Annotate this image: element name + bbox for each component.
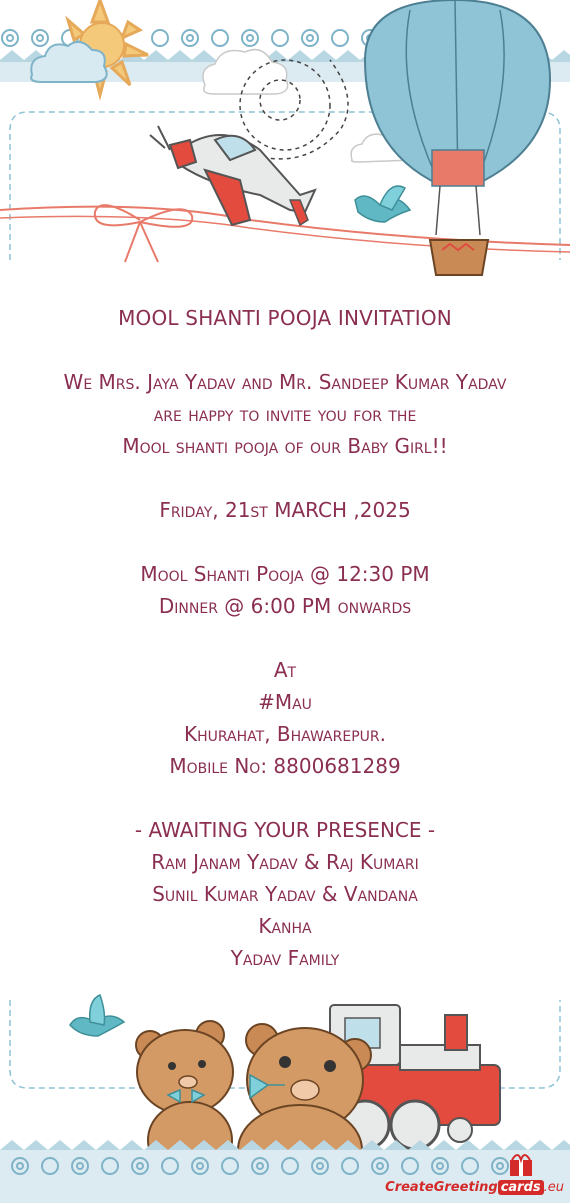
host-name: Yadav Family — [230, 946, 340, 970]
intro-line: We Mrs. Jaya Yadav and Mr. Sandeep Kumar Yadav — [63, 370, 507, 394]
site-watermark[interactable] — [385, 1180, 564, 1195]
host-name: Ram Janam Yadav & Raj Kumari — [151, 850, 419, 874]
watermark-text: .eu — [543, 1180, 564, 1195]
intro-line: Mool shanti pooja of our Baby Girl!! — [122, 434, 448, 458]
watermark-text: CreateGreeting — [385, 1180, 498, 1195]
host-name: Sunil Kumar Yadav & Vandana — [152, 882, 418, 906]
gift-box-icon — [510, 1155, 532, 1176]
hot-air-balloon-illustration — [365, 0, 550, 275]
dinner-time: Dinner @ 6:00 PM onwards — [158, 594, 412, 618]
awaiting-presence: - AWAITING YOUR PRESENCE - — [134, 818, 436, 842]
venue-at-label: At — [273, 658, 297, 682]
bird-illustration — [70, 995, 124, 1036]
invitation-text — [0, 302, 570, 974]
host-name: Kanha — [258, 914, 312, 938]
bird-illustration — [355, 186, 410, 222]
venue-place: #Mau — [258, 690, 312, 714]
pooja-time: Mool Shanti Pooja @ 12:30 PM — [140, 562, 430, 586]
event-date: Friday, 21st MARCH ,2025 — [159, 498, 411, 522]
mobile-number: Mobile No: 8800681289 — [169, 754, 401, 778]
intro-line: are happy to invite you for the — [153, 402, 417, 426]
invitation-title: MOOL SHANTI POOJA INVITATION — [118, 306, 452, 330]
venue-address: Khurahat, Bhawarepur. — [184, 722, 386, 746]
watermark-text: cards — [498, 1180, 544, 1195]
